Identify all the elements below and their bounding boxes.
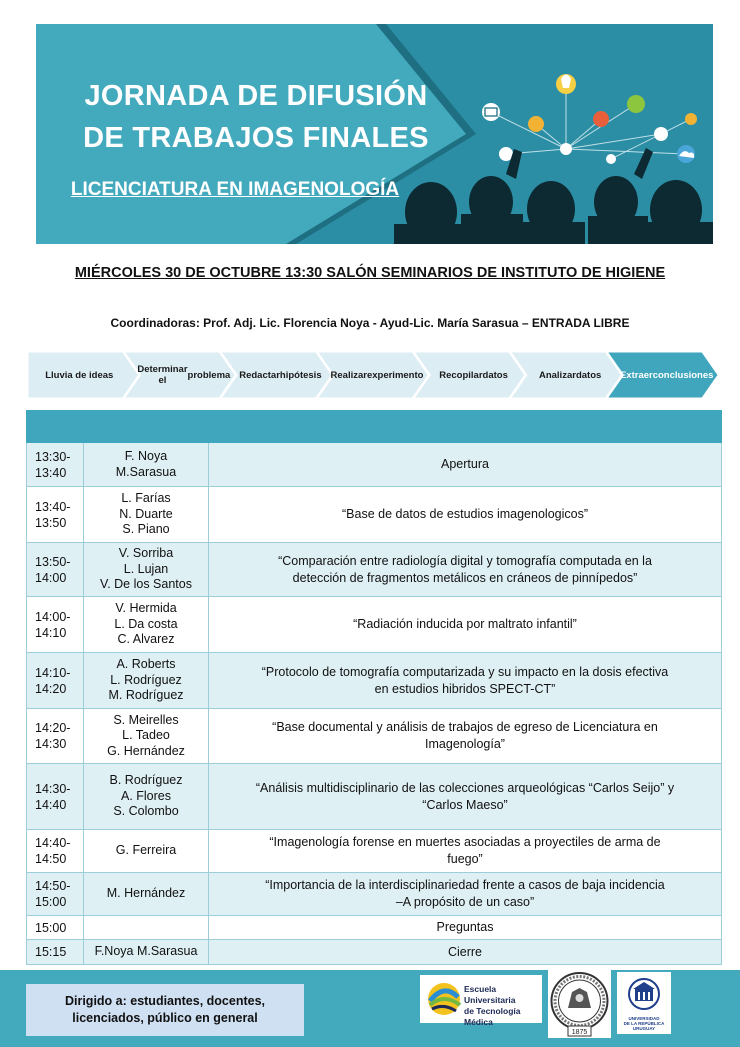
schedule-speakers-cell xyxy=(84,443,209,487)
schedule-speakers-cell xyxy=(84,487,209,543)
speaker-name: B. Rodríguez xyxy=(109,773,183,788)
talk-title-line1: “Imagenología forense en muertes asociadas a proyectiles de arma de xyxy=(269,835,661,849)
banner-title-line1: JORNADA DE DIFUSIÓN xyxy=(84,80,428,112)
schedule-time-end: 14:20 xyxy=(35,681,67,696)
process-step-label xyxy=(30,352,129,398)
process-step-text-line1: Extraer xyxy=(619,369,653,381)
schedule-table xyxy=(26,410,722,965)
faculty-seal-logo xyxy=(548,970,611,1038)
schedule-title-cell xyxy=(209,597,722,653)
speaker-name: C. Alvarez xyxy=(117,632,175,647)
schedule-speakers-cell xyxy=(84,597,209,653)
schedule-title-cell xyxy=(209,487,722,543)
schedule-time-end: 15:00 xyxy=(35,895,67,909)
schedule-speakers-cell xyxy=(84,830,209,873)
talk-title-line1: “Protocolo de tomografía computarizada y su impacto en la dosis efectiva xyxy=(261,664,669,679)
schedule-speakers-cell xyxy=(84,873,209,916)
process-step-text-line2: datos xyxy=(575,369,602,381)
talk-title-line1: “Base de datos de estudios imagenologicos” xyxy=(342,507,588,521)
speaker-name: V. Hermida xyxy=(115,601,177,616)
schedule-time-start: 13:30- xyxy=(35,449,71,464)
schedule-row xyxy=(27,709,722,764)
schedule-row xyxy=(27,940,722,965)
process-step-label xyxy=(432,352,515,398)
schedule-time-cell xyxy=(27,916,84,940)
speaker-name: M. Hernández xyxy=(106,886,186,901)
schedule-speakers-cell xyxy=(84,940,209,965)
schedule-time-cell xyxy=(27,709,84,764)
process-step-text-line1: Redactar xyxy=(239,369,280,381)
schedule-time-end: 14:50 xyxy=(35,852,67,866)
schedule-speakers-cell xyxy=(84,709,209,764)
schedule-title-cell xyxy=(209,653,722,709)
schedule-speakers-cell xyxy=(84,764,209,830)
speaker-name: S. Colombo xyxy=(113,804,179,819)
process-step-label xyxy=(619,352,714,398)
schedule-time-cell xyxy=(27,873,84,916)
schedule-time-start: 15:00 xyxy=(35,920,67,935)
banner-subtitle: LICENCIATURA EN IMAGENOLOGÍA xyxy=(70,179,400,200)
seal-emblem-icon xyxy=(548,970,611,1038)
process-step-text-line2: experimento xyxy=(366,369,424,381)
udelar-line3: URUGUAY xyxy=(632,1026,656,1031)
schedule-time-start: 15:15 xyxy=(35,945,67,959)
process-step-text-line2: datos xyxy=(482,369,508,381)
schedule-row xyxy=(27,443,722,487)
schedule-speakers-cell xyxy=(84,543,209,597)
schedule-row xyxy=(27,597,722,653)
process-step-text-line2: hipótesis xyxy=(279,369,322,381)
udelar-emblem-icon xyxy=(617,972,671,1016)
header-banner xyxy=(36,24,713,244)
process-step-text-line1: Realizar xyxy=(330,369,367,381)
schedule-speakers-cell xyxy=(84,653,209,709)
audience-box: Dirigido a: estudiantes, docentes, licenciados, público en general xyxy=(26,984,304,1036)
schedule-row xyxy=(27,916,722,940)
schedule-row xyxy=(27,543,722,597)
schedule-time-end: 14:40 xyxy=(35,797,67,812)
banner-title-line2: DE TRABAJOS FINALES xyxy=(83,122,429,154)
schedule-title-cell xyxy=(209,709,722,764)
eutm-logo xyxy=(420,975,542,1027)
eutm-emblem-icon xyxy=(422,975,466,1023)
talk-title-line2: en estudios hibridos SPECT-CT” xyxy=(374,681,556,696)
process-step-text-line1: Analizar xyxy=(538,369,576,381)
speaker-name: S. Piano xyxy=(122,522,170,537)
schedule-time-start: 14:50- xyxy=(35,879,71,893)
schedule-time-cell xyxy=(27,443,84,487)
schedule-row xyxy=(27,873,722,916)
schedule-row xyxy=(27,764,722,830)
schedule-time-end: 13:40 xyxy=(35,465,67,480)
schedule-time-end: 14:10 xyxy=(35,625,67,640)
schedule-time-cell xyxy=(27,653,84,709)
speaker-name: L. Rodríguez xyxy=(110,672,182,687)
speaker-name: V. De los Santos xyxy=(100,577,192,592)
speaker-name: M.Sarasua xyxy=(115,464,177,479)
event-coordinators: Coordinadoras: Prof. Adj. Lic. Florencia Noya - Ayud-Lic. María Sarasua – ENTRADA LIBRE xyxy=(110,316,630,330)
schedule-time-end: 14:00 xyxy=(35,570,67,585)
speaker-name: N. Duarte xyxy=(119,506,173,521)
schedule-time-start: 13:40- xyxy=(35,499,71,514)
schedule-time-start: 14:10- xyxy=(35,665,71,680)
schedule-time-cell xyxy=(27,940,84,965)
schedule-title-cell xyxy=(209,873,722,916)
process-step-label xyxy=(239,352,322,398)
speaker-name: F.Noya M.Sarasua xyxy=(94,944,198,959)
schedule-time-cell xyxy=(27,487,84,543)
talk-title-line1: Apertura xyxy=(441,457,489,471)
schedule-row xyxy=(27,487,722,543)
talk-title-line1: “Comparación entre radiología digital y tomografía computada en la xyxy=(278,553,652,568)
talk-title-line2: detección de fragmentos metálicos en cráneos de pinnípedos” xyxy=(292,570,638,585)
schedule-title-cell xyxy=(209,543,722,597)
speaker-name: G. Ferreira xyxy=(115,843,177,858)
talk-title-line2: Imagenología” xyxy=(425,737,505,751)
schedule-time-cell xyxy=(27,543,84,597)
schedule-speakers-cell xyxy=(84,916,209,940)
event-date-place: MIÉRCOLES 30 DE OCTUBRE 13:30 SALÓN SEMINARIOS DE INSTITUTO DE HIGIENE xyxy=(74,265,666,281)
speaker-name: S. Meirelles xyxy=(113,712,179,727)
schedule-time-start: 13:50- xyxy=(35,554,71,569)
talk-title-line2: –A propósito de un caso” xyxy=(395,895,535,909)
process-step-text-line2: conclusiones xyxy=(652,369,714,381)
schedule-header-row xyxy=(27,411,722,443)
schedule-time-start: 14:00- xyxy=(35,609,71,624)
eutm-name-line1: Escuela Universitaria xyxy=(464,984,516,1005)
udelar-line1: UNIVERSIDAD xyxy=(628,1016,660,1021)
schedule-title-cell xyxy=(209,830,722,873)
process-step-label xyxy=(529,352,612,398)
talk-title-line1: “Análisis multidisciplinario de las colecciones arqueológicas “Carlos Seijo” y xyxy=(255,780,675,795)
talk-title-line1: “Radiación inducida por maltrato infantil” xyxy=(353,617,577,631)
speaker-name: M. Rodríguez xyxy=(108,688,184,703)
speaker-name: A. Flores xyxy=(120,788,171,803)
schedule-time-start: 14:20- xyxy=(35,721,71,735)
schedule-row xyxy=(27,653,722,709)
speaker-name: A. Roberts xyxy=(116,657,176,672)
process-step-text-line2: problema xyxy=(187,369,231,381)
schedule-time-start: 14:30- xyxy=(35,781,71,796)
speaker-name: F. Noya xyxy=(124,449,168,463)
eutm-name-line2: de Tecnología Médica xyxy=(464,1006,521,1027)
talk-title-line1: “Importancia de la interdisciplinariedad frente a casos de baja incidencia xyxy=(265,878,665,892)
schedule-title-cell xyxy=(209,940,722,965)
schedule-time-start: 14:40- xyxy=(35,836,71,850)
schedule-time-end: 13:50 xyxy=(35,515,67,530)
schedule-row xyxy=(27,830,722,873)
speaker-name: L. Lujan xyxy=(123,561,169,576)
talk-title-line1: Preguntas xyxy=(436,920,494,934)
process-step-label xyxy=(330,352,424,398)
process-step-text-line1: Determinar el xyxy=(137,364,188,386)
process-step-label xyxy=(137,352,231,398)
talk-title-line2: “Carlos Maeso” xyxy=(422,797,508,812)
schedule-title-cell xyxy=(209,916,722,940)
research-process-steps xyxy=(28,352,720,398)
talk-title-line1: Cierre xyxy=(447,944,483,959)
talk-title-line2: fuego” xyxy=(447,852,483,866)
schedule-time-cell xyxy=(27,764,84,830)
udelar-line2: DE LA REPÚBLICA xyxy=(623,1021,665,1026)
schedule-time-end: 14:30 xyxy=(35,737,67,751)
speaker-name: L. Tadeo xyxy=(122,728,170,743)
schedule-title-cell xyxy=(209,764,722,830)
udelar-logo xyxy=(617,972,671,1034)
schedule-time-cell xyxy=(27,830,84,873)
schedule-time-cell xyxy=(27,597,84,653)
speaker-name: G. Hernández xyxy=(107,743,185,758)
process-step-text-line1: Lluvia de ideas xyxy=(45,369,114,381)
process-step-text-line1: Recopilar xyxy=(439,369,483,381)
speaker-name: L. Da costa xyxy=(114,616,178,631)
speaker-name: V. Sorriba xyxy=(118,546,174,561)
speaker-name: L. Farías xyxy=(121,491,171,506)
schedule-title-cell xyxy=(209,443,722,487)
seal-year: 1875 xyxy=(571,1029,588,1036)
talk-title-line1: “Base documental y análisis de trabajos de egreso de Licenciatura en xyxy=(272,720,658,734)
